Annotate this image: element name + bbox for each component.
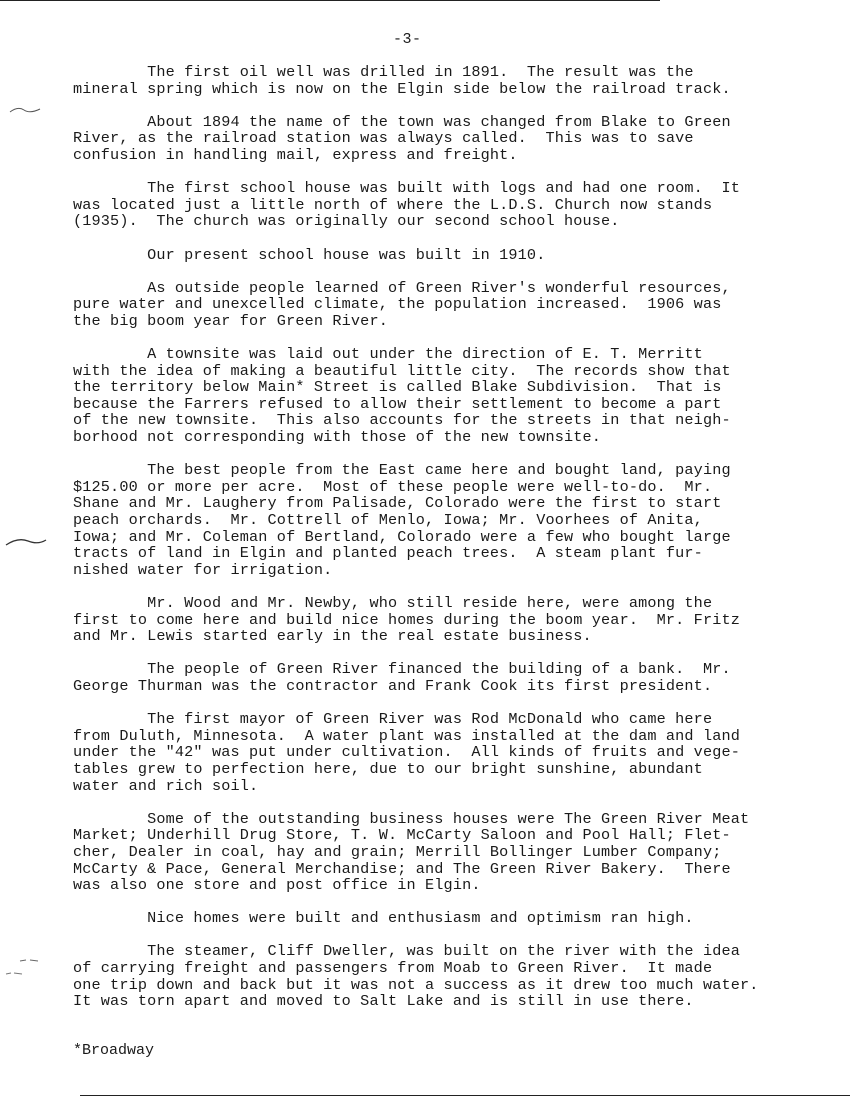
text-line: water and rich soil.	[73, 776, 259, 795]
text-line: A townsite was laid out under the direction of E. T. Merritt	[73, 345, 703, 364]
text-line: from Duluth, Minnesota. A water plant was installed at the dam and land	[73, 726, 741, 745]
paragraph-mayor	[73, 711, 813, 794]
text-line: one trip down and back but it was not a success as it drew too much water.	[73, 975, 759, 994]
paragraph-homes	[73, 595, 813, 645]
text-line: The people of Green River financed the building of a bank. Mr.	[73, 660, 731, 679]
text-line: and Mr. Lewis started early in the real estate business.	[73, 627, 592, 646]
text-line: the territory below Main* Street is called Blake Subdivision. That is	[73, 378, 722, 397]
text-line: pure water and unexcelled climate, the population increased. 1906 was	[73, 295, 722, 314]
text-line: of carrying freight and passengers from Moab to Green River. It made	[73, 959, 713, 978]
text-line: tracts of land in Elgin and planted peach trees. A steam plant fur-	[73, 544, 703, 563]
text-line: with the idea of making a beautiful little city. The records show that	[73, 361, 731, 380]
text-line: $125.00 or more per acre. Most of these people were well-to-do. Mr.	[73, 477, 713, 496]
body-text	[73, 64, 813, 1026]
text-line: Market; Underhill Drug Store, T. W. McCarty Saloon and Pool Hall; Flet-	[73, 826, 731, 845]
text-line: George Thurman was the contractor and Frank Cook its first president.	[73, 676, 713, 695]
margin-mark-1	[8, 104, 42, 116]
text-line: confusion in handling mail, express and freight.	[73, 145, 518, 164]
text-line: first to come here and build nice homes during the boom year. Mr. Fritz	[73, 610, 741, 629]
text-line: Some of the outstanding business houses were The Green River Meat	[73, 809, 750, 828]
text-line: was also one store and post office in Elgin.	[73, 876, 481, 895]
text-line: borhood not corresponding with those of the new townsite.	[73, 428, 602, 447]
bottom-edge-rule	[80, 1095, 850, 1096]
paragraph-town-name	[73, 114, 813, 164]
text-line: Shane and Mr. Laughery from Palisade, Colorado were the first to start	[73, 494, 722, 513]
text-line: River, as the railroad station was always called. This was to save	[73, 129, 694, 148]
text-line: The first oil well was drilled in 1891. The result was the	[73, 63, 694, 81]
paragraph-townsite	[73, 346, 813, 446]
text-line: because the Farrers refused to allow their settlement to become a part	[73, 394, 722, 413]
page-number: -3-	[393, 31, 422, 48]
text-line: The first mayor of Green River was Rod McDonald who came here	[73, 710, 713, 729]
margin-mark-4	[4, 968, 26, 978]
text-line: peach orchards. Mr. Cottrell of Menlo, Iowa; Mr. Voorhees of Anita,	[73, 511, 703, 530]
text-line: About 1894 the name of the town was changed from Blake to Green	[73, 112, 731, 131]
paragraph-bank	[73, 661, 813, 694]
paragraph-optimism	[73, 910, 813, 927]
text-line: Iowa; and Mr. Coleman of Bertland, Colorado were a few who bought large	[73, 527, 731, 546]
text-line: nished water for irrigation.	[73, 560, 333, 579]
text-line: It was torn apart and moved to Salt Lake and is still in use there.	[73, 992, 694, 1011]
text-line: As outside people learned of Green River's wonderful resources,	[73, 278, 731, 297]
paragraph-steamer	[73, 943, 813, 1009]
text-line: Our present school house was built in 1910.	[73, 245, 546, 264]
footnote: *Broadway	[73, 1042, 155, 1059]
text-line: McCarty & Pace, General Merchandise; and The Green River Bakery. There	[73, 859, 731, 878]
margin-mark-3	[18, 955, 42, 965]
text-line: under the "42" was put under cultivation. All kinds of fruits and vege-	[73, 743, 741, 762]
text-line: (1935). The church was originally our second school house.	[73, 212, 620, 231]
text-line: The steamer, Cliff Dweller, was built on the river with the idea	[73, 942, 741, 961]
paragraph-business-houses	[73, 811, 813, 894]
paragraph-land-buyers	[73, 462, 813, 578]
paragraph-population	[73, 280, 813, 330]
paragraph-first-school	[73, 180, 813, 230]
text-line: tables grew to perfection here, due to our bright sunshine, abundant	[73, 759, 703, 778]
text-line: Nice homes were built and enthusiasm and optimism ran high.	[73, 909, 694, 928]
top-edge-rule	[0, 0, 660, 1]
text-line: cher, Dealer in coal, hay and grain; Merrill Bollinger Lumber Company;	[73, 842, 722, 861]
text-line: The best people from the East came here and bought land, paying	[73, 461, 731, 480]
text-line: mineral spring which is now on the Elgin side below the railroad track.	[73, 79, 731, 98]
text-line: was located just a little north of where the L.D.S. Church now stands	[73, 195, 713, 214]
margin-mark-2	[4, 533, 48, 549]
text-line: the big boom year for Green River.	[73, 311, 388, 330]
text-line: of the new townsite. This also accounts for the streets in that neigh-	[73, 411, 731, 430]
paragraph-oil-well	[73, 64, 813, 97]
paragraph-present-school	[73, 247, 813, 264]
text-line: Mr. Wood and Mr. Newby, who still reside here, were among the	[73, 594, 713, 612]
text-line: The first school house was built with logs and had one room. It	[73, 179, 741, 198]
